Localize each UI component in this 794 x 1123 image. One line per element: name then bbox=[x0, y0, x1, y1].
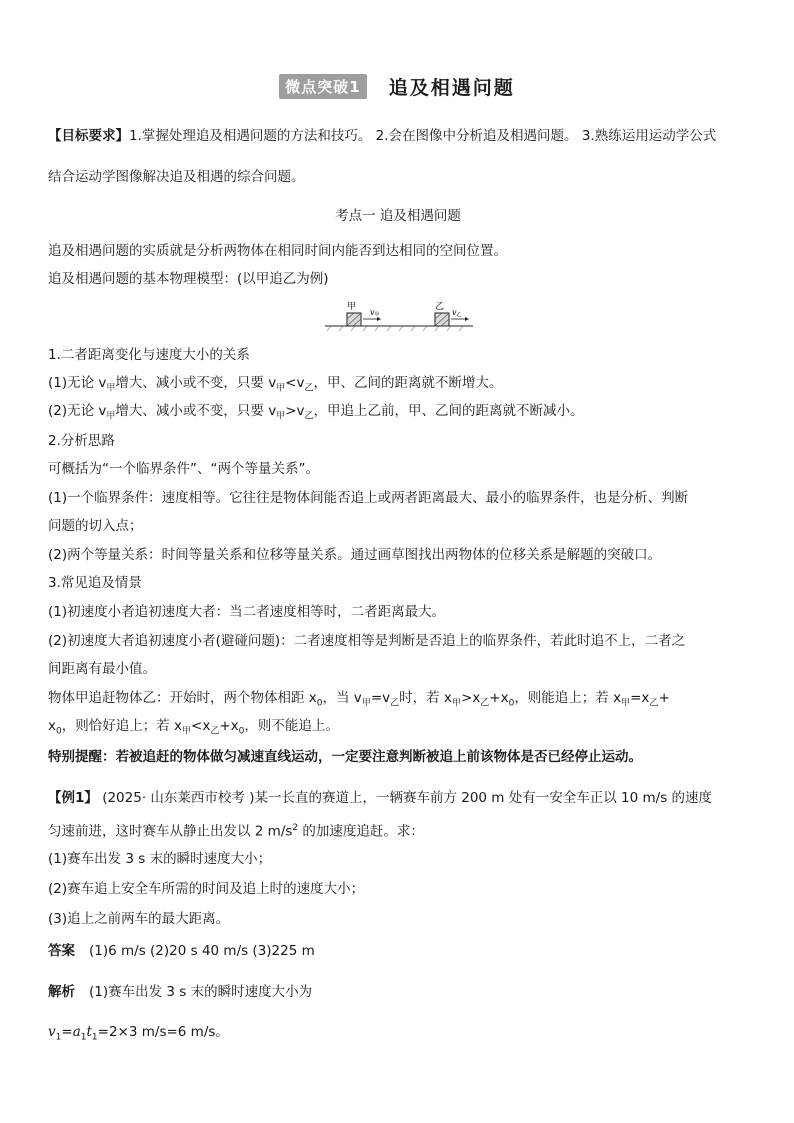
question-2: (2)赛车追上安全车所需的时间及追上时的速度大小； bbox=[48, 881, 365, 897]
title-row bbox=[0, 73, 794, 100]
section-badge: 微点突破1 bbox=[279, 74, 366, 99]
analysis-line bbox=[48, 982, 748, 1002]
pursuit-model-diagram bbox=[325, 297, 473, 333]
analysis-text: (1)赛车出发 3 s 末的瞬时速度大小为 bbox=[89, 984, 313, 1000]
s3-heading: 3.常见追及情景 bbox=[48, 575, 142, 591]
s3-point-2-line-1: (2)初速度大者追初速度小者(避碰问题)：二者速度相等是判断是否追上的临界条件，若此时追不上，二者之 bbox=[48, 633, 686, 649]
s3-case-line-1: 物体甲追赶物体乙：开始时，两个物体相距 $x_0$，当 $v_甲=v_乙$时，若 $x_甲>x_乙+x_0$，则能追上；若 $x_甲=x_乙+$ bbox=[48, 690, 670, 709]
answer-line bbox=[48, 941, 748, 961]
s1-heading: 1.二者距离变化与速度大小的关系 bbox=[48, 347, 250, 363]
s2-point-1-line-1: (1)一个临界条件：速度相等。它往往是物体间能否追上或两者距离最大、最小的临界条件，也是分析、判断 bbox=[48, 490, 689, 506]
s3-point-1: (1)初速度小者追初速度大者：当二者速度相等时，二者距离最大。 bbox=[48, 604, 446, 620]
answer-text: (1)6 m/s (2)20 s 40 m/s (3)225 m bbox=[89, 943, 315, 959]
s2-point-1-line-2: 问题的切入点； bbox=[48, 518, 143, 534]
goals-line-1 bbox=[48, 126, 748, 146]
formula-line: $v_1=a_1t_1=2\times 3$ m/s=6 m/s。 bbox=[48, 1024, 229, 1043]
analysis-label: 解析 bbox=[48, 984, 75, 1000]
s2-point-2: (2)两个等量关系：时间等量关系和位移等量关系。通过画草图找出两物体的位移关系是解题的突破口。 bbox=[48, 547, 662, 563]
goals-line-2: 结合运动学图像解决追及相遇的综合问题。 bbox=[48, 169, 305, 185]
s2-summary: 可概括为“一个临界条件”、“两个等量关系”。 bbox=[48, 461, 319, 477]
velocity-label-jia: v甲 bbox=[370, 308, 380, 318]
s2-heading: 2.分析思路 bbox=[48, 433, 115, 449]
intro-paragraph-1: 追及相遇问题的实质就是分析两物体在相同时间内能否到达相同的空间位置。 bbox=[48, 243, 507, 259]
s1-point-2: (2)无论 $v_甲$增大、减小或不变，只要 $v_甲>v_乙$，甲追上乙前，甲、乙间的距离就不断减小。 bbox=[48, 403, 584, 422]
question-3: (3)追上之前两车的最大距离。 bbox=[48, 911, 230, 927]
special-tip: 特别提醒：若被追赶的物体做匀减速直线运动，一定要注意判断被追上前该物体是否已经停止运动。 bbox=[48, 749, 642, 765]
intro-paragraph-2: 追及相遇问题的基本物理模型：(以甲追乙为例) bbox=[48, 271, 329, 287]
ground-hatching bbox=[327, 326, 463, 331]
goals-text-1: 1.掌握处理追及相遇问题的方法和技巧。 2.会在图像中分析追及相遇问题。 3.熟练运用运动学公式 bbox=[129, 128, 717, 144]
label-yi: 乙 bbox=[435, 302, 445, 312]
s1-point-1: (1)无论 $v_甲$增大、减小或不变，只要 $v_甲<v_乙$，甲、乙间的距离就不断增大。 bbox=[48, 375, 503, 394]
page-title: 追及相遇问题 bbox=[388, 77, 515, 99]
s3-case-line-2: $x_0$，则恰好追上；若 $x_甲<x_乙+x_0$，则不能追上。 bbox=[48, 718, 339, 737]
example-line-1: 【例1】 (2025· 山东莱西市校考 )某一长直的赛道上，一辆赛车前方 200 m 处有一安全车正以 10 m/s 的速度 bbox=[48, 790, 713, 806]
goals-label: 【目标要求】 bbox=[48, 128, 129, 144]
velocity-label-yi: v乙 bbox=[452, 308, 462, 318]
answer-label: 答案 bbox=[48, 943, 75, 959]
example-label: 【例1】 bbox=[48, 790, 98, 806]
s3-point-2-line-2: 间距离有最小值。 bbox=[48, 661, 156, 677]
question-1: (1)赛车出发 3 s 末的瞬时速度大小； bbox=[48, 851, 272, 867]
label-jia: 甲 bbox=[347, 302, 357, 312]
section-title: 考点一 追及相遇问题 bbox=[335, 208, 461, 224]
example-line-2: 匀速前进，这时赛车从静止出发以 2 $m/s^2$ 的加速度追赶。求： bbox=[48, 823, 424, 840]
